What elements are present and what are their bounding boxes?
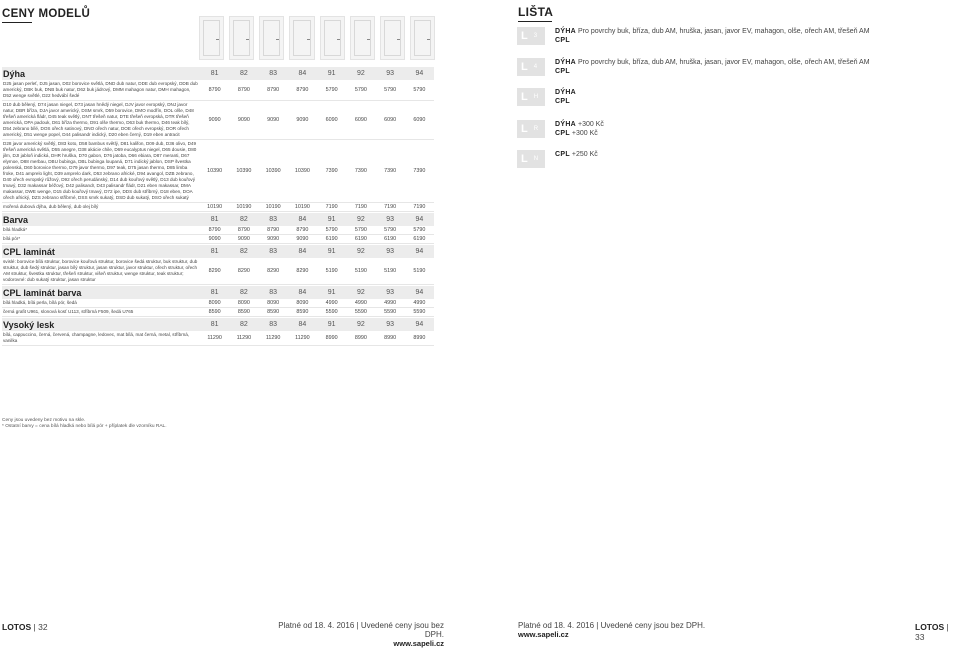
title-underline	[518, 21, 552, 22]
model-code: 82	[239, 289, 248, 296]
profile-icon	[517, 120, 545, 138]
lista-line	[555, 97, 576, 106]
model-code: 92	[356, 321, 365, 328]
model-code: 94	[415, 248, 424, 255]
material-name: CPL	[555, 151, 570, 158]
model-code: 92	[356, 248, 365, 255]
lista-description	[555, 58, 870, 76]
footer-brand: LOTOS	[915, 622, 945, 632]
model-codes	[200, 70, 434, 77]
table-row	[2, 80, 434, 101]
door-thumbnail	[320, 16, 345, 60]
price-cell: 10390	[236, 168, 252, 174]
section-name: Dýha	[3, 68, 26, 79]
row-prices	[200, 309, 434, 315]
section-name: Vysoký lesk	[3, 319, 55, 330]
lista-line	[555, 120, 604, 129]
model-code: 94	[415, 321, 424, 328]
footer-prices-note: Uvedené ceny jsou bez DPH.	[600, 621, 706, 630]
lista-description	[555, 88, 576, 106]
table-row	[2, 235, 434, 244]
model-codes	[200, 216, 434, 223]
price-cell: 5790	[384, 227, 397, 233]
price-cell: 8590	[237, 309, 250, 315]
model-code: 93	[386, 216, 395, 223]
price-cell: 8790	[208, 227, 221, 233]
price-cell: 5590	[325, 309, 338, 315]
model-code: 83	[269, 216, 278, 223]
lista-item	[517, 27, 870, 45]
door-panel	[263, 20, 280, 56]
door-handle	[367, 39, 370, 40]
row-prices	[200, 168, 434, 174]
model-code: 84	[298, 321, 307, 328]
row-prices	[200, 335, 434, 341]
price-cell: 8090	[267, 300, 280, 306]
model-code: 83	[269, 321, 278, 328]
section-name: CPL laminát	[3, 246, 55, 257]
profile-icon	[517, 150, 545, 168]
row-prices	[200, 268, 434, 274]
price-cell: 6190	[384, 236, 397, 242]
title-underline	[2, 22, 32, 23]
section-header	[2, 286, 434, 299]
price-cell: 5790	[325, 87, 338, 93]
price-cell: 8790	[296, 87, 309, 93]
price-cell: 9090	[267, 236, 280, 242]
row-description: mořená dubová dýha, dub bělený, dub olej bílý	[3, 204, 99, 209]
price-cell: 5590	[354, 309, 367, 315]
price-cell: 5190	[413, 268, 426, 274]
price-cell: 11290	[265, 335, 281, 341]
footer-right-info	[518, 621, 705, 639]
model-code: 92	[356, 289, 365, 296]
price-cell: 8790	[237, 227, 250, 233]
row-description: černá grafit U961, slonová kosť U113, stříbrná F509, šedá U765	[3, 309, 134, 314]
door-panel	[203, 20, 220, 56]
lista-description	[555, 120, 604, 138]
model-code: 91	[327, 248, 336, 255]
door-handle	[427, 39, 430, 40]
price-cell: 6090	[325, 117, 338, 123]
footer-url[interactable]: www.sapeli.cz	[518, 630, 569, 639]
note-line: * Ostatní barvy = cena bílá hladká nebo bílá pór + příplatek dle vzorníku RAL.	[2, 424, 167, 429]
price-cell: 6090	[413, 117, 426, 123]
price-cell: 6190	[354, 236, 367, 242]
profile-letter-icon: L	[521, 61, 528, 73]
model-code: 82	[239, 216, 248, 223]
price-cell: 4990	[413, 300, 426, 306]
model-codes	[200, 248, 434, 255]
model-code: 83	[269, 70, 278, 77]
model-code: 83	[269, 248, 278, 255]
footer-separator: |	[33, 622, 36, 632]
price-cell: 8990	[354, 335, 367, 341]
price-cell: 9090	[208, 236, 221, 242]
price-cell: 10390	[265, 168, 281, 174]
price-cell: 7390	[354, 168, 367, 174]
price-cell: 5790	[384, 87, 397, 93]
model-code: 84	[298, 289, 307, 296]
table-row	[2, 299, 434, 308]
door-panel	[324, 20, 341, 56]
material-name: DÝHA	[555, 121, 577, 128]
price-cell: 7190	[354, 204, 367, 210]
price-table	[2, 66, 434, 346]
price-cell: 10390	[294, 168, 310, 174]
door-thumbnail	[259, 16, 284, 60]
material-name: CPL	[555, 68, 570, 75]
door-handle	[337, 39, 340, 40]
material-name: CPL	[555, 130, 570, 137]
price-cell: 8090	[296, 300, 309, 306]
door-panel	[384, 20, 401, 56]
price-cell: 5790	[413, 227, 426, 233]
section-header	[2, 213, 434, 226]
model-code: 91	[327, 216, 336, 223]
lista-line	[555, 88, 576, 97]
note-line: Ceny jsou uvedeny bez motivu na skle.	[2, 418, 86, 423]
price-cell: 8290	[296, 268, 309, 274]
door-handle	[397, 39, 400, 40]
price-cell: 11290	[236, 335, 252, 341]
profile-label: 3	[533, 33, 538, 39]
model-code: 82	[239, 70, 248, 77]
price-cell: 9090	[267, 117, 280, 123]
lista-line	[555, 27, 870, 36]
profile-label: 4	[533, 64, 538, 70]
model-codes	[200, 321, 434, 328]
lista-line	[555, 36, 870, 45]
model-code: 83	[269, 289, 278, 296]
lista-item	[517, 58, 870, 76]
price-cell: 8790	[267, 227, 280, 233]
model-code: 91	[327, 321, 336, 328]
price-cell: 11290	[295, 335, 310, 341]
door-thumbnail	[410, 16, 435, 60]
price-cell: 5790	[413, 87, 426, 93]
price-cell: 4990	[354, 300, 367, 306]
model-code: 81	[210, 70, 219, 77]
price-cell: 8990	[413, 335, 426, 341]
model-code: 93	[386, 70, 395, 77]
price-cell: 8590	[208, 309, 221, 315]
model-code: 94	[415, 289, 424, 296]
price-cell: 8790	[237, 87, 250, 93]
row-description: bílá pór*	[3, 236, 21, 241]
door-thumbnail	[350, 16, 375, 60]
model-code: 81	[210, 248, 219, 255]
model-code: 81	[210, 289, 219, 296]
price-cell: 5590	[413, 309, 426, 315]
material-detail: +300 Kč	[576, 121, 604, 128]
row-description: bílá, cappuccino, černá, červená, champagne, ledovec, mat bílá, mat černá, metal, stříbrná, vanilka	[3, 332, 190, 343]
price-cell: 8990	[325, 335, 338, 341]
price-cell: 9090	[296, 236, 309, 242]
model-code: 84	[298, 70, 307, 77]
material-name: CPL	[555, 98, 570, 105]
price-cell: 5190	[354, 268, 367, 274]
footer-separator: |	[946, 622, 949, 632]
footer-left-info	[276, 621, 444, 648]
door-handle	[307, 39, 310, 40]
model-code: 93	[386, 289, 395, 296]
profile-label: N	[533, 156, 539, 162]
price-cell: 10190	[207, 204, 223, 210]
price-cell: 8790	[267, 87, 280, 93]
material-detail: Pro povrchy buk, bříza, dub AM, hruška, jasan, javor EV, mahagon, olše, ořech AM, třešeň AM	[576, 59, 870, 66]
door-thumbnail	[380, 16, 405, 60]
footer-right-brand	[915, 622, 960, 642]
price-cell: 5790	[325, 227, 338, 233]
footer-separator: |	[596, 621, 599, 630]
model-code: 93	[386, 248, 395, 255]
price-cell: 7390	[325, 168, 338, 174]
lista-line	[555, 67, 870, 76]
profile-icon	[517, 58, 545, 76]
price-cell: 8290	[267, 268, 280, 274]
lista-line	[555, 150, 598, 159]
profile-letter-icon: L	[521, 153, 528, 165]
lista-line	[555, 129, 604, 138]
profile-icon	[517, 88, 545, 106]
material-detail: +300 Kč	[569, 130, 598, 137]
lista-description	[555, 27, 870, 45]
price-cell: 5790	[354, 227, 367, 233]
section-header	[2, 318, 434, 331]
lista-line	[555, 58, 870, 67]
row-prices	[200, 236, 434, 242]
price-cell: 5590	[384, 309, 397, 315]
table-row	[2, 226, 434, 235]
row-description: D28 javor americký světlý, D83 koto, D58 bambus světlý, D81 kalifon, D09 dub, D36 olivo, D49 třešeň americká světlá, D55 anegre, D38 akácie chile, D69 eucalyptus niegel, D65 dousie, D80 jilm, DJI jabloň indická, DHR hruška, D70 gabon, D76 jatoba, D66 ebiara, D87 meranti, D67 elymoe, D88 merbau, DBU bubinga, DBL bubinga loupaná, D71 indický jablon, DSP švestka polenská, D60 borovice thermo, D79 javor thermo, D97 teak, D75 jasan thermo, D85 limba froke, D41 amprelo light, D39 amprelo dark, D53 zebrano africké, D94 avangol, DZB zebrano, D40 ořech evropský růžový, D92 ořech perudánský, D14 dub kouřový světlý, D13 dub kouřový tmavý, D32 makassar béžový, D42 palisandr, D43 palisandr fládr, D21 eben makassar, DMA makassar, DWE wenge, D15 dub kouřový tmavý, D72 ipe, DDS dub stříbrný, D18 eben, DOA ořech africký, DZS zebrano stříbrné, DSS smrk sukatý, DSD dub sukatý, DSO ořech sukatý	[3, 141, 197, 200]
price-cell: 6190	[325, 236, 338, 242]
row-description: D10 dub bělený, D74 jasan niegel, D73 jasan hnědý niegel, DJV javor evropský, DNJ javor natur, DBR bříza, DJA javor americký, DSM smrk, D59 borovice, DMO modřín, DOL olše, D48 třešeň americká fládr, D45 teak světlý, DNT třešeň natur, DTE třešeň evropská, DTR třešeň americká, DPA padouk, D61 bříza thermo, D91 olše thermo, D63 buk thermo, D46 teak bílý, D54 zebrano bílé, DOS ořech satinový, DNO ořech natur, DOE ořech evropský, DOR ořech americký, D51 wenge popel, D44 palisandr indický, D20 eben černý, D19 eben antracit	[3, 102, 194, 137]
door-handle	[276, 39, 279, 40]
material-detail: Pro povrchy buk, bříza, dub AM, hruška, jasan, javor EV, mahagon, olše, ořech AM, třešeň AM	[576, 28, 870, 35]
price-cell: 8990	[384, 335, 397, 341]
material-name: DÝHA	[555, 59, 577, 66]
footer-left-brand	[2, 622, 48, 632]
footer-prices-note: Uvedené ceny jsou bez DPH.	[360, 621, 444, 639]
price-cell: 7190	[384, 204, 397, 210]
model-code: 92	[356, 216, 365, 223]
footer-url[interactable]: www.sapeli.cz	[393, 639, 444, 648]
footer-valid: Platné od 18. 4. 2016	[518, 621, 595, 630]
door-panel	[293, 20, 310, 56]
model-code: 84	[298, 248, 307, 255]
profile-label: H	[533, 94, 539, 100]
price-cell: 9090	[208, 117, 221, 123]
table-row	[2, 203, 434, 212]
price-cell: 4990	[384, 300, 397, 306]
profile-label: R	[533, 126, 539, 132]
profile-letter-icon: L	[521, 123, 528, 135]
model-code: 82	[239, 321, 248, 328]
door-thumbnail	[229, 16, 254, 60]
row-prices	[200, 227, 434, 233]
price-cell: 8290	[208, 268, 221, 274]
right-page	[480, 0, 960, 641]
price-cell: 8590	[267, 309, 280, 315]
door-thumbnail	[289, 16, 314, 60]
model-code: 91	[327, 70, 336, 77]
model-code: 81	[210, 216, 219, 223]
model-code: 91	[327, 289, 336, 296]
price-cell: 10190	[294, 204, 310, 210]
price-cell: 9090	[237, 117, 250, 123]
footer-separator: |	[356, 621, 359, 630]
table-row	[2, 308, 434, 317]
price-cell: 8590	[296, 309, 309, 315]
table-row	[2, 258, 434, 285]
notes	[2, 418, 167, 430]
model-code: 94	[415, 216, 424, 223]
material-name: DÝHA	[555, 89, 577, 96]
price-cell: 8090	[237, 300, 250, 306]
profile-letter-icon: L	[521, 91, 528, 103]
price-cell: 11290	[207, 335, 222, 341]
row-prices	[200, 300, 434, 306]
price-cell: 10190	[236, 204, 252, 210]
lista-item	[517, 88, 576, 106]
door-thumbnails	[199, 16, 435, 60]
model-code: 94	[415, 70, 424, 77]
footer-valid: Platné od 18. 4. 2016	[278, 621, 355, 630]
model-codes	[200, 289, 434, 296]
price-cell: 10390	[207, 168, 223, 174]
price-cell: 6190	[413, 236, 426, 242]
page-title: CENY MODELŮ	[2, 8, 90, 23]
row-description: svislé: borovice bílá struktur, borovice kouřová struktur, borovice šedá struktur, buk struktur, dub struktur, dub šedý struktur, jasan bílý struktur, jasan struktur, javor struktur, ořech struktur, ořech AM struktur, švestka struktur, třešeň struktur, višeň struktur, wenge struktur, teak struktur; vodorovné: dub sukatý struktur, jasan struktur	[3, 259, 198, 282]
section-header	[2, 67, 434, 80]
price-cell: 4990	[325, 300, 338, 306]
section-name: CPL laminát barva	[3, 287, 82, 298]
door-panel	[354, 20, 371, 56]
model-code: 81	[210, 321, 219, 328]
price-cell: 7190	[325, 204, 338, 210]
door-panel	[414, 20, 431, 56]
model-code: 84	[298, 216, 307, 223]
lista-description	[555, 150, 598, 159]
price-cell: 6090	[384, 117, 397, 123]
door-handle	[216, 39, 219, 40]
price-cell: 9090	[296, 117, 309, 123]
model-code: 92	[356, 70, 365, 77]
price-cell: 8290	[237, 268, 250, 274]
row-prices	[200, 117, 434, 123]
price-cell: 8790	[208, 87, 221, 93]
row-description: bílá hladká, bílá perla, bílá pór, šedá	[3, 300, 77, 305]
price-cell: 7390	[413, 168, 426, 174]
lista-item	[517, 150, 598, 168]
row-prices	[200, 87, 434, 93]
row-description: D25 jasan perleť, DJ5 jasan, D02 borovice světlá, DND dub natur, DDE dub evropský, DDB dub americký, DBK buk, DNB buk natur, D62 buk jádrový, DMM mahagon natur, DMH mahagon, D52 wenge světlé, D22 hedvábí šedé	[3, 81, 198, 98]
price-cell: 5190	[384, 268, 397, 274]
row-prices	[200, 204, 434, 210]
section-name: Barva	[3, 214, 29, 225]
door-thumbnail	[199, 16, 224, 60]
table-row	[2, 140, 434, 203]
section-header	[2, 245, 434, 258]
material-name: CPL	[555, 37, 570, 44]
table-row	[2, 331, 434, 346]
price-cell: 8090	[208, 300, 221, 306]
price-cell: 10190	[265, 204, 281, 210]
price-cell: 7390	[384, 168, 397, 174]
table-row	[2, 101, 434, 140]
material-name: DÝHA	[555, 28, 577, 35]
price-cell: 5790	[354, 87, 367, 93]
price-cell: 9090	[237, 236, 250, 242]
door-handle	[246, 39, 249, 40]
footer-page-number: 32	[38, 622, 48, 632]
row-description: bílá hladká*	[3, 227, 28, 232]
model-code: 93	[386, 321, 395, 328]
price-cell: 5190	[325, 268, 338, 274]
door-panel	[233, 20, 250, 56]
price-cell: 6090	[354, 117, 367, 123]
profile-icon	[517, 27, 545, 45]
model-code: 82	[239, 248, 248, 255]
price-cell: 8790	[296, 227, 309, 233]
material-detail: +250 Kč	[569, 151, 598, 158]
footer-page-number: 33	[915, 632, 925, 642]
lista-title: LIŠTA	[518, 5, 553, 22]
lista-item	[517, 120, 604, 138]
profile-letter-icon: L	[521, 30, 528, 42]
price-cell: 7190	[413, 204, 426, 210]
footer-brand: LOTOS	[2, 622, 32, 632]
